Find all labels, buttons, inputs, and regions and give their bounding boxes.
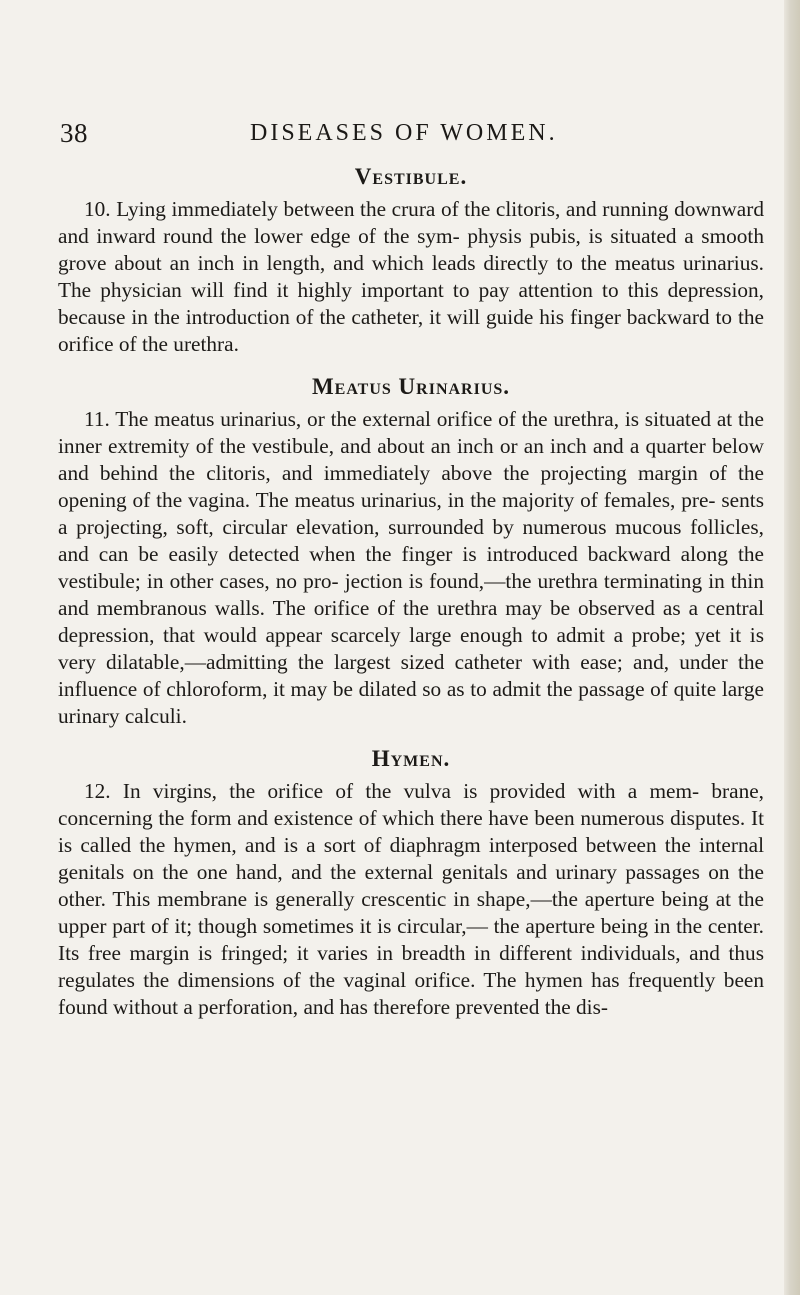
section-heading-hymen: Hymen. xyxy=(371,746,451,771)
page-edge-shadow xyxy=(784,0,800,1295)
text-block xyxy=(58,162,764,1021)
paragraph-10: 10. Lying immediately between the crura of the clitoris, and running downward and inward round the lower edge of the sym- physis pubis, is situated a smooth grove about an inch in length, and which leads directly to the meatus urinarius. The physician will find it highly important to pay attention to this depression, because in the introduction of the catheter, it will guide his finger backward to the orifice of the urethra. xyxy=(58,197,764,356)
paragraph-11: 11. The meatus urinarius, or the external orifice of the urethra, is situated at the inner extremity of the vestibule, and about an inch or an inch and a quarter below and behind the clitoris, and immediately above the projecting margin of the opening of the vagina. The meatus urinarius, in the majority of females, pre- sents a projecting, soft, circular elevation, surrounded by numerous mucous follicles, and can be easily detected when the finger is introduced backward along the vestibule; in other cases, no pro- jection is found,—the urethra terminating in thin and membranous walls. The orifice of the urethra may be observed as a central depression, that would appear scarcely large enough to admit a probe; yet it is very dilatable,—admitting the largest sized catheter with ease; and, under the influence of chloroform, it may be dilated so as to admit the passage of quite large urinary calculi. xyxy=(58,407,764,728)
running-head xyxy=(60,118,750,152)
section-heading-meatus-urinarius: Meatus Urinarius. xyxy=(311,374,511,399)
running-title: DISEASES OF WOMEN. xyxy=(250,120,558,146)
paragraph-12: 12. In virgins, the orifice of the vulva is provided with a mem- brane, concerning the form and existence of which there have been numerous disputes. It is called the hymen, and is a sort of diaphragm interposed between the internal genitals on the one hand, and the external genitals and urinary passages on the other. This membrane is generally crescentic in shape,—the aperture being at the upper part of it; though sometimes it is circular,— the aperture being in the center. Its free margin is fringed; it varies in breadth in different individuals, and thus regulates the dimensions of the vaginal orifice. The hymen has frequently been found without a perforation, and has therefore prevented the dis- xyxy=(58,779,764,1019)
section-heading-vestibule: Vestibule. xyxy=(354,164,468,189)
page-number: 38 xyxy=(60,118,88,148)
